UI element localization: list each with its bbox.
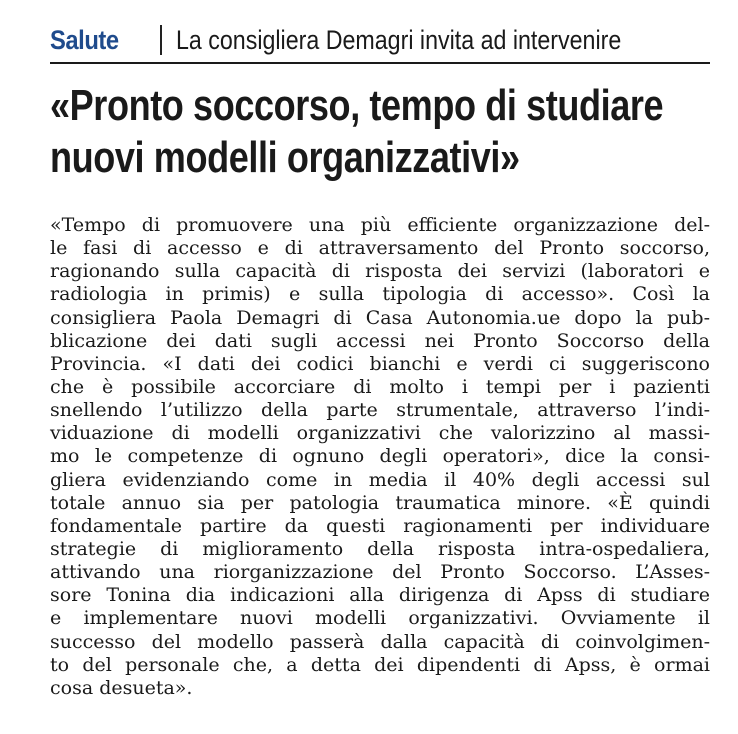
article-body bbox=[50, 214, 710, 700]
article-line: «Tempo di promuovere una più efficiente organizzazione del- bbox=[50, 214, 710, 236]
article-line: viduazione di modelli organizzativi che valorizzino al massi- bbox=[50, 422, 710, 445]
article-line: sore Tonina dia indicazioni alla dirigenza di Apss di studiare bbox=[50, 584, 710, 607]
headline-line-1: «Pronto soccorso, tempo di studiare bbox=[50, 81, 664, 130]
section-label: Salute bbox=[50, 24, 119, 55]
article-line: attivando una riorganizzazione del Pronto Soccorso. L’Asses- bbox=[50, 561, 710, 584]
article-line: Provincia. «I dati dei codici bianchi e verdi ci suggeriscono bbox=[50, 352, 710, 375]
article-line: ragionando sulla capacità di risposta dei servizi (laboratori e bbox=[50, 260, 710, 283]
article-line: fondamentale partire da questi ragionamenti per individuare bbox=[50, 514, 710, 537]
header-divider bbox=[160, 25, 162, 55]
article-line: to del personale che, a detta dei dipendenti di Apss, è ormai bbox=[50, 653, 710, 676]
article-line: snellendo l’utilizzo della parte strumentale, attraverso l’indi- bbox=[50, 399, 710, 422]
kicker-text: La consigliera Demagri invita ad intervenire bbox=[176, 24, 622, 55]
headline-line-2: nuovi modelli organizzativi» bbox=[50, 133, 520, 182]
headline bbox=[50, 80, 664, 184]
article-line: totale annuo sia per patologia traumatica minore. «È quindi bbox=[50, 491, 710, 514]
article-line: che è possibile accorciare di molto i tempi per i pazienti bbox=[50, 375, 710, 398]
article-line: radiologia in primis) e sulla tipologia di accesso». Così la bbox=[50, 283, 710, 306]
article-line: blicazione dei dati sugli accessi nei Pronto Soccorso della bbox=[50, 329, 710, 352]
article-line: cosa desueta». bbox=[50, 676, 193, 699]
article-line: successo del modello passerà dalla capacità di coinvolgimen- bbox=[50, 630, 710, 653]
article-line: le fasi di accesso e di attraversamento del Pronto soccorso, bbox=[50, 237, 710, 260]
article-line: consigliera Paola Demagri di Casa Autonomia.ue dopo la pub- bbox=[50, 306, 710, 329]
section-header bbox=[50, 18, 710, 64]
article-line: mo le competenze di ognuno degli operatori», dice la consi- bbox=[50, 445, 710, 468]
article-line: e implementare nuovi modelli organizzativi. Ovviamente il bbox=[50, 607, 710, 630]
article-line: gliera evidenziando come in media il 40% degli accessi sul bbox=[50, 468, 710, 491]
article-line: strategie di miglioramento della risposta intra-ospedaliera, bbox=[50, 537, 710, 560]
